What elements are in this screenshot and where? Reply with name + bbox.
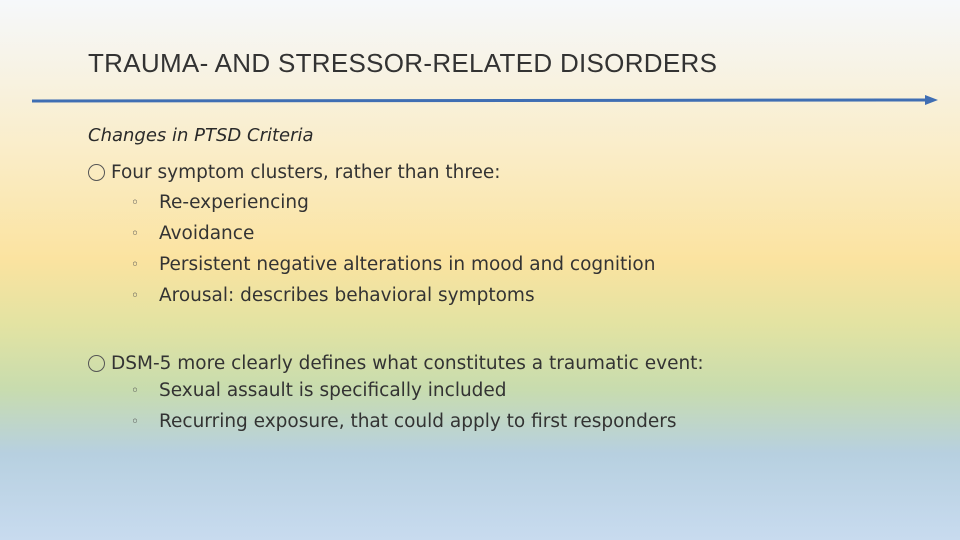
section-traumatic-event (88, 351, 704, 437)
circle-bullet-icon (88, 355, 105, 372)
section-symptom-clusters (88, 160, 655, 311)
small-circle-bullet-icon: ◦ (130, 256, 140, 273)
list-item: ◦ Persistent negative alterations in mood and cognition (88, 249, 655, 280)
subheading: Changes in PTSD Criteria (88, 125, 314, 146)
section-heading (88, 160, 655, 184)
list-item: ◦ Recurring exposure, that could apply to first responders (88, 406, 704, 437)
list-item: ◦ Sexual assault is specifically included (88, 375, 704, 406)
small-circle-bullet-icon: ◦ (130, 382, 140, 399)
list-item: ◦ Arousal: describes behavioral symptoms (88, 280, 655, 311)
slide-title: TRAUMA- AND STRESSOR-RELATED DISORDERS (88, 48, 718, 78)
small-circle-bullet-icon: ◦ (130, 194, 140, 211)
list-item: ◦ Re-experiencing (88, 187, 655, 218)
small-circle-bullet-icon: ◦ (130, 413, 140, 430)
small-circle-bullet-icon: ◦ (130, 287, 140, 304)
list-item: ◦ Avoidance (88, 218, 655, 249)
small-circle-bullet-icon: ◦ (130, 225, 140, 242)
circle-bullet-icon (88, 164, 105, 181)
section-text: DSM-5 more clearly defines what constitutes a traumatic event: (111, 352, 704, 374)
section-heading (88, 351, 704, 375)
section-text: Four symptom clusters, rather than three: (111, 161, 501, 183)
title-underline-arrow (30, 92, 940, 108)
